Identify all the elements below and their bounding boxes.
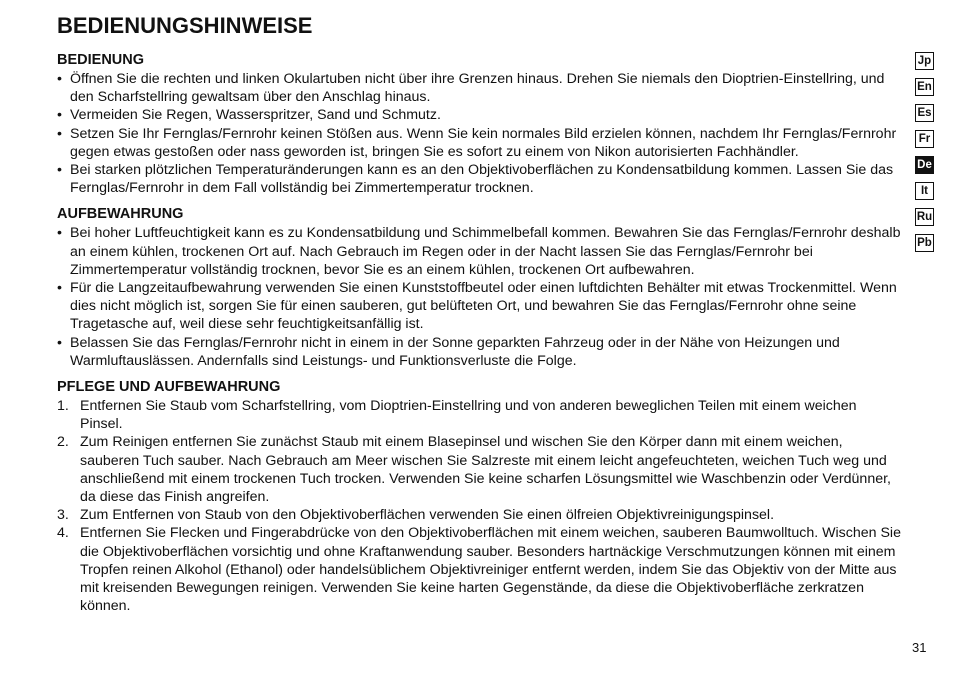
aufbewahrung-list [57, 224, 902, 370]
language-tabs [915, 52, 935, 260]
page-content [57, 50, 902, 615]
section-heading-bedienung: BEDIENUNG [57, 52, 145, 68]
pflege-list [57, 397, 902, 615]
list-item: 3. Zum Entfernen von Staub von den Objektivoberflächen verwenden Sie einen ölfreien Objektivreinigungspinsel. [57, 507, 775, 524]
list-item: • Setzen Sie Ihr Fernglas/Fernrohr keinen Stößen aus. Wenn Sie kein normales Bild erzielen können, nachdem Ihr Fernglas/Fernrohr gegen etwas gestoßen oder nass geworden ist, bringen Sie es sofort zu einem von Nikon autorisierten Fachhändler. [57, 125, 897, 160]
language-tab-pb[interactable]: Pb [915, 234, 934, 252]
list-item: 4. Entfernen Sie Flecken und Fingerabdrücke von den Objektivoberflächen mit einem weichen, sauberen Baumwolltuch. Wischen Sie die Objektivoberflächen vorsichtig und ohne Kraftanwendung sauber. Besonders hartnäckige Verschmutzungen können mit einem Tropfen reinen Alkohol (Ethanol) oder handelsüblichem Objektivreiniger entfernt werden, indem Sie das Objektiv von der Mitte aus mit kreisenden Bewegungen reinigen. Verwenden Sie keine harten Gegenstände, da diese die Objektivoberfläche zerkratzen können. [57, 525, 901, 615]
list-item: 2. Zum Reinigen entfernen Sie zunächst Staub mit einem Blasepinsel und wischen Sie den Körper dann mit einem weichen, sauberen Tuch sauber. Nach Gebrauch am Meer wischen Sie Salzreste mit einem leicht angefeuchteten, weichen Tuch weg und anschließend mit einem trockenen Tuch trocken. Verwenden Sie keine scharfen Lösungsmittel wie Waschbenzin oder Verdünner, da diese das Finish angreifen. [57, 434, 891, 506]
list-item: • Belassen Sie das Fernglas/Fernrohr nicht in einem in der Sonne geparkten Fahrzeug oder in der Nähe von Heizungen und Warmluftauslässen. Andernfalls sind Leistungs- und Funktionsverluste die Folge. [57, 334, 840, 369]
language-tab-ru[interactable]: Ru [915, 208, 934, 226]
section-heading-aufbewahrung: AUFBEWAHRUNG [57, 206, 184, 223]
language-tab-fr[interactable]: Fr [915, 130, 934, 148]
list-item: • Öffnen Sie die rechten und linken Okulartuben nicht über ihre Grenzen hinaus. Drehen Sie niemals den Dioptrien-Einstellring, und den Scharfstellring gewaltsam über den Anschlag hinaus. [57, 71, 885, 106]
section-heading-pflege: PFLEGE UND AUFBEWAHRUNG [57, 379, 281, 396]
bedienung-list [57, 70, 902, 197]
page-number: 31 [912, 640, 927, 655]
list-item: • Für die Langzeitaufbewahrung verwenden Sie einen Kunststoffbeutel oder einen luftdichten Behälter mit etwas Trockenmittel. Wenn dies nicht möglich ist, sorgen Sie für einen sauberen, gut belüfteten Ort, und bewahren Sie das Fernglas/Fernrohr ohne seine Tragetasche auf, weil diese sehr feuchtigkeitsanfällig ist. [57, 280, 897, 333]
list-item: • Bei hoher Luftfeuchtigkeit kann es zu Kondensatbildung und Schimmelbefall kommen. Bewahren Sie das Fernglas/Fernrohr deshalb an einem kühlen, trockenen Ort auf. Nach Gebrauch im Regen oder in der Nacht lassen Sie das Fernglas/Fernrohr bei Zimmertemperatur vollständig trocknen, bevor Sie es an einem kühlen, trockenen Ort aufbewahren. [57, 225, 901, 278]
language-tab-en[interactable]: En [915, 78, 934, 96]
language-tab-de[interactable]: De [915, 156, 934, 174]
language-tab-it[interactable]: It [915, 182, 934, 200]
list-item: • Bei starken plötzlichen Temperaturänderungen kann es an den Objektivoberflächen zu Kondensatbildung kommen. Lassen Sie das Fernglas/Fernrohr in dem Fall vollständig bei Zimmertemperatur trocknen. [57, 162, 894, 197]
list-item: 1. Entfernen Sie Staub vom Scharfstellring, vom Dioptrien-Einstellring und von anderen beweglichen Teilen mit einem weichen Pinsel. [57, 398, 857, 433]
language-tab-jp[interactable]: Jp [915, 52, 934, 70]
language-tab-es[interactable]: Es [915, 104, 934, 122]
page-title: BEDIENUNGSHINWEISE [57, 13, 313, 38]
list-item: • Vermeiden Sie Regen, Wasserspritzer, Sand und Schmutz. [57, 107, 441, 124]
